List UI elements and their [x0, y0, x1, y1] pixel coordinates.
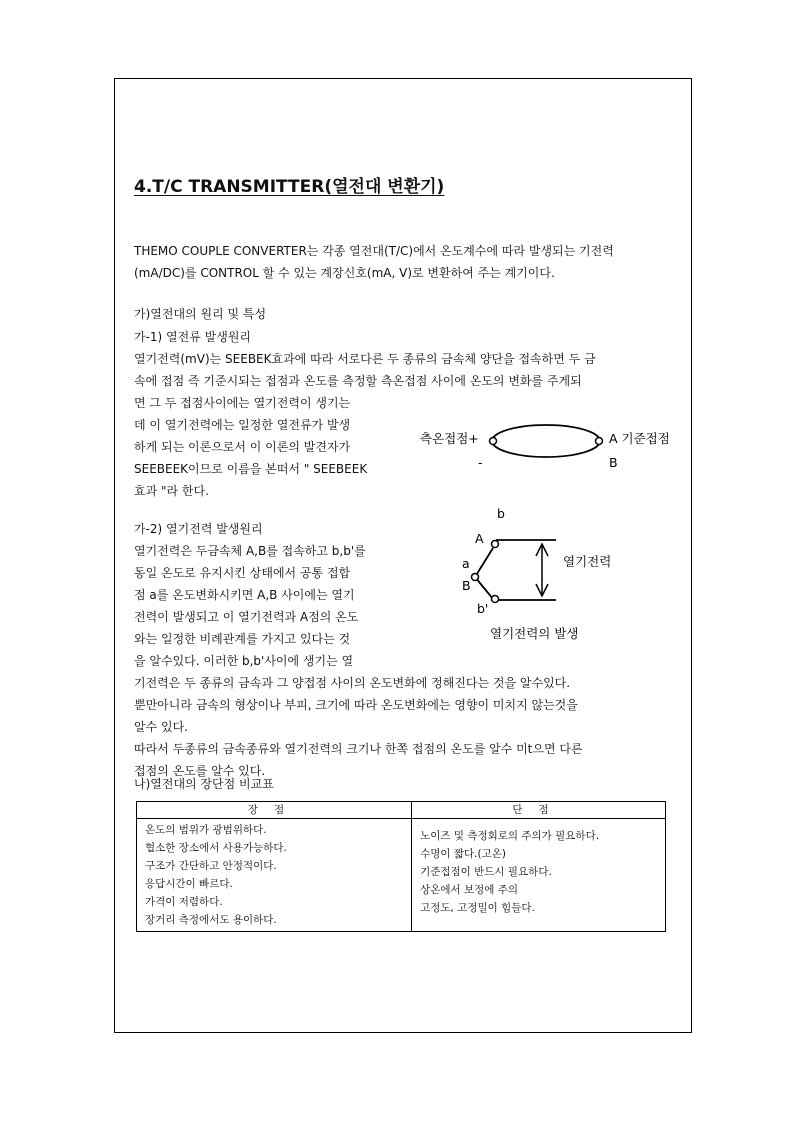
section-heading-ga: 가)열전대의 원리 및 특성 [134, 307, 267, 321]
section-heading-na: 나)열전대의 장단점 비교표 [134, 777, 274, 791]
sub1-line: 효과 "라 한다. [134, 484, 209, 498]
wire-B [475, 577, 493, 599]
measuring-junction-dot [490, 438, 497, 445]
sub1-line: SEEBEEK이므로 이름을 본떠서 " SEEBEEK [134, 462, 368, 476]
pros-header: 장점 [137, 802, 412, 819]
sub2-line: 알수 있다. [134, 720, 188, 734]
cons-item: 상온에서 보정에 주의 [420, 884, 519, 896]
cons-item: 노이즈 및 측정회로의 주의가 필요하다. [420, 830, 600, 842]
emf-label: 열기전력 [563, 554, 612, 569]
sub1-line: 열기전력(mV)는 SEEBEK효과에 따라 서로다른 두 종류의 금속체 양단을 접속하면 두 금 [134, 352, 596, 366]
A-label: A [475, 531, 484, 546]
sub2-line: 와는 일정한 비례관계를 가지고 있다는 것 [134, 632, 351, 646]
junction-b-dot [492, 541, 499, 548]
sub1-line: 데 이 열기전력에는 일정한 열전류가 발생 [134, 418, 351, 432]
pros-item: 협소한 장소에서 사용가능하다. [145, 842, 287, 854]
sub2-line: 따라서 두종류의 금속종류와 열기전력의 크기나 한쪽 접점의 온도를 알수 미t으면 다른 [134, 742, 583, 756]
cons-item: 고정도, 고정밀이 힘들다. [420, 902, 535, 914]
cons-item: 수명이 짧다.(고온) [420, 848, 506, 860]
intro-line-2: (mA/DC)를 CONTROL 할 수 있는 계장신호(mA, V)로 변환하여 주는 계기이다. [134, 266, 555, 280]
diagram-caption: 열기전력의 발생 [490, 626, 579, 641]
sub2-line: 을 알수있다. 이러한 b,b'사이에 생기는 열 [134, 654, 354, 668]
b-top-label: b [497, 506, 505, 521]
measuring-junction-label: 측온접점+ [420, 431, 479, 446]
sub1-line: 속에 접점 즉 기준시되는 접점과 온도를 측정할 측온접점 사이에 온도의 변화를 주게되 [134, 374, 582, 388]
sub2-line: 뿐만아니라 금속의 형상이나 부피, 크기에 따라 온도변화에는 영향이 미치지 않는것을 [134, 698, 578, 712]
b-bottom-label: b' [477, 601, 489, 616]
thermocouple-loop-diagram [410, 420, 690, 480]
junction-a-dot [472, 574, 479, 581]
a-label: a [462, 556, 470, 571]
sub2-heading: 가-2) 열기전력 발생원리 [134, 522, 263, 536]
minus-sign: - [478, 455, 483, 470]
pros-cell [137, 819, 412, 932]
loop-ellipse [492, 425, 600, 457]
intro-line-1: THEMO COUPLE CONVERTER는 각종 열전대(T/C)에서 온도계수에 따라 발생되는 기전력 [134, 244, 614, 258]
emf-generation-diagram [450, 500, 670, 650]
pros-item: 장거리 측정에서도 용이하다. [145, 914, 277, 926]
B-label: B [462, 578, 471, 593]
page-title: 4.T/C TRANSMITTER(열전대 변환기) [134, 177, 445, 197]
sub2-line: 전력이 발생되고 이 열기전력과 A점의 온도 [134, 610, 359, 624]
cons-header: 단점 [412, 802, 666, 819]
sub2-line: 동일 온도로 유지시킨 상태에서 공통 접합 [134, 566, 351, 580]
reference-junction-label: A 기준접점 [609, 431, 670, 446]
cons-item: 기준접점이 반드시 필요하다. [420, 866, 552, 878]
sub1-line: 하게 되는 이론으로서 이 이론의 발견자가 [134, 440, 351, 454]
sub2-line: 접점의 온도를 알수 있다. [134, 764, 266, 778]
pros-cons-table [136, 801, 666, 932]
junction-b-prime-dot [492, 596, 499, 603]
wire-A [475, 548, 493, 577]
sub1-line: 면 그 두 접점사이에는 열기전력이 생기는 [134, 396, 351, 410]
sub1-heading: 가-1) 열전류 발생원리 [134, 330, 252, 344]
cons-cell [412, 819, 666, 932]
sub2-line: 점 a를 온도변화시키면 A,B 사이에는 열기 [134, 588, 355, 602]
pros-item: 응답시간이 빠르다. [145, 878, 233, 890]
pros-item: 가격이 저렴하다. [145, 896, 223, 908]
sub2-line: 기전력은 두 종류의 금속과 그 양접점 사이의 온도변화에 정해진다는 것을 알수있다. [134, 676, 571, 690]
pros-item: 구조가 간단하고 안정적이다. [145, 860, 277, 872]
sub2-line: 열기전력은 두금속체 A,B를 접속하고 b,b'를 [134, 544, 366, 558]
b-label: B [609, 455, 618, 470]
reference-junction-dot [596, 438, 603, 445]
pros-item: 온도의 범위가 광범위하다. [145, 824, 267, 836]
